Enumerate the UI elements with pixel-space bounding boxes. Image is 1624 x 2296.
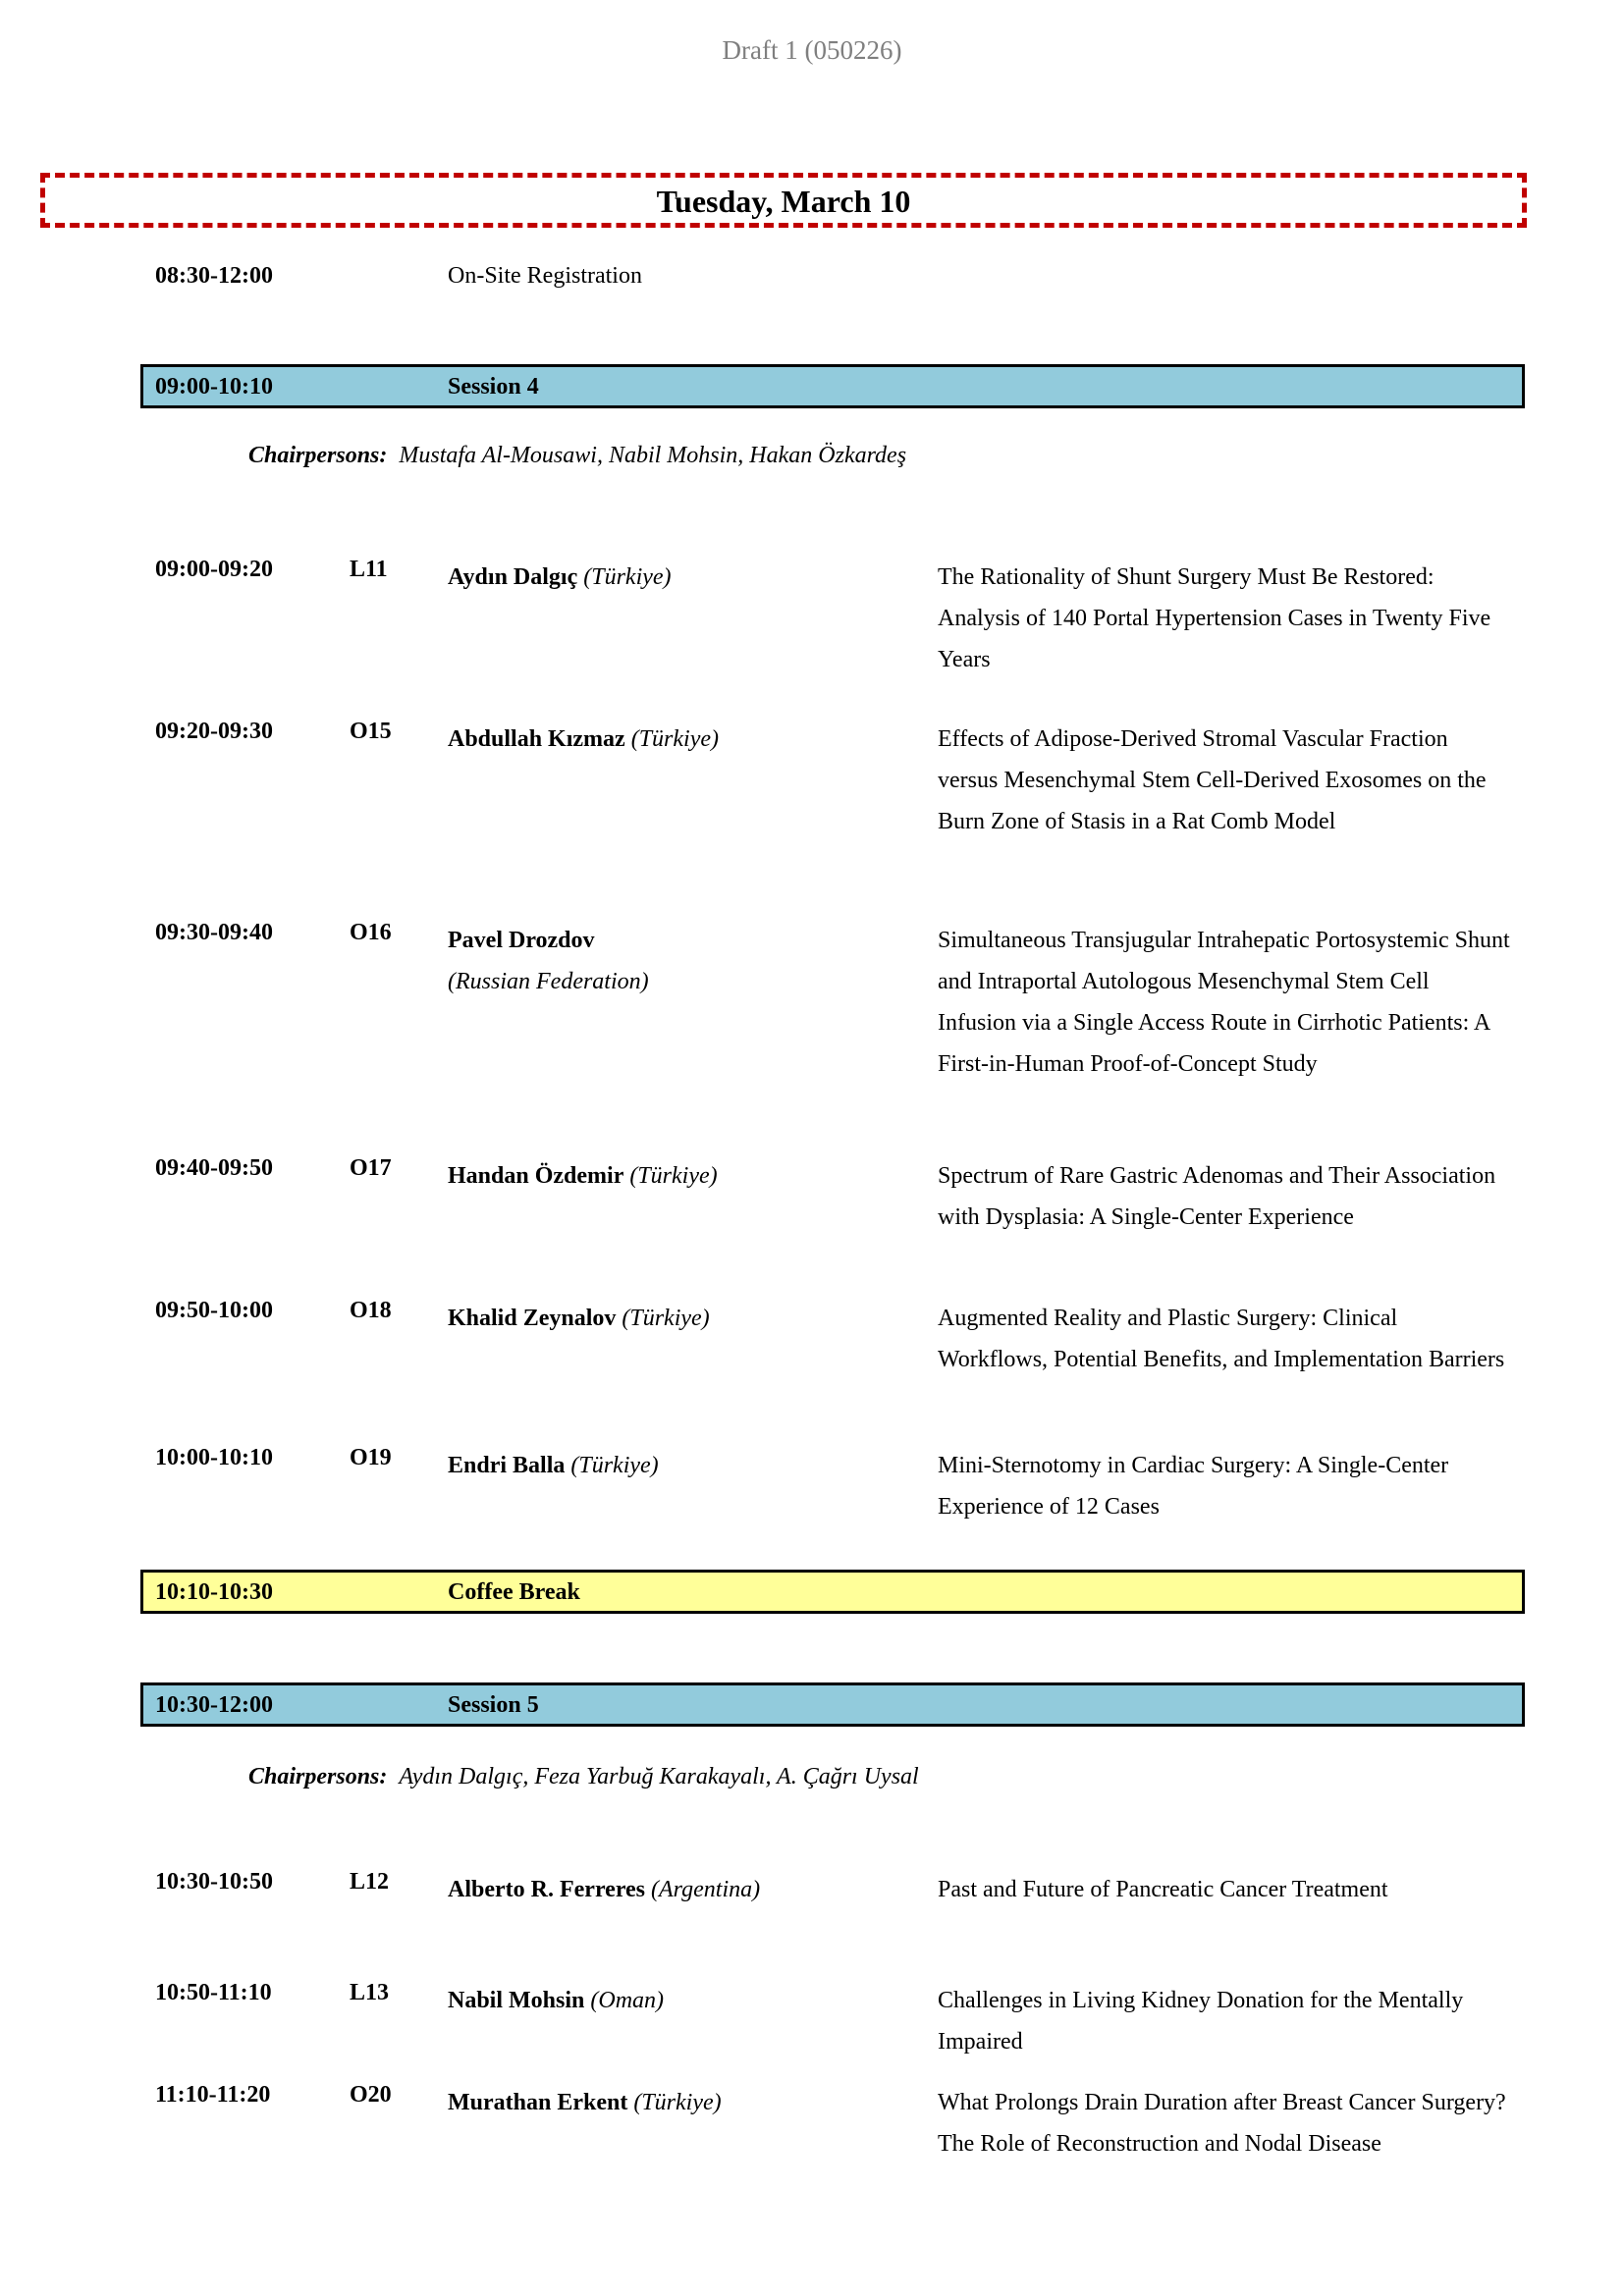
speaker-country: (Türkiye) [622,1306,710,1331]
chairpersons-names: Mustafa Al-Mousawi, Nabil Mohsin, Hakan Özkardeş [399,443,907,468]
entry-title: Augmented Reality and Plastic Surgery: Clinical Workflows, Potential Benefits, and Implementation Barriers [938,1306,1505,1372]
registration-label: On-Site Registration [448,263,642,289]
session-5-chairpersons [248,1764,919,1790]
entry-code: O17 [350,1155,392,1181]
entry-time: 10:30-10:50 [155,1869,273,1895]
coffee-break-label: Coffee Break [448,1579,580,1605]
speaker-name: Abdullah Kızmaz [448,726,625,752]
session-5-time: 10:30-12:00 [155,1692,273,1718]
entry-code: L11 [350,557,388,582]
entry-speaker [448,557,919,598]
chairpersons-label: Chairpersons: [248,1764,388,1789]
coffee-break-bar [140,1570,1525,1614]
session-4-bar [140,364,1525,408]
session-4-time: 09:00-10:10 [155,374,273,400]
entry-title: Challenges in Living Kidney Donation for the Mentally Impaired [938,1988,1464,2055]
entry-speaker [448,2082,919,2123]
entry-speaker [448,1445,919,1486]
speaker-name: Alberto R. Ferreres [448,1877,646,1902]
entry-code: O18 [350,1298,392,1323]
speaker-name: Nabil Mohsin [448,1988,585,2013]
entry-time: 11:10-11:20 [155,2082,271,2108]
entry-time: 09:00-09:20 [155,557,273,582]
session-5-bar [140,1682,1525,1727]
entry-time: 09:40-09:50 [155,1155,273,1181]
chairpersons-label: Chairpersons: [248,443,388,468]
chairpersons-names: Aydın Dalgıç, Feza Yarbuğ Karakayalı, A. Çağrı Uysal [399,1764,919,1789]
speaker-country: (Russian Federation) [448,969,649,994]
entry-time: 09:50-10:00 [155,1298,273,1323]
entry-speaker [448,1298,919,1339]
coffee-break-time: 10:10-10:30 [155,1579,273,1605]
speaker-country: (Oman) [590,1988,665,2013]
entry-title: Mini-Sternotomy in Cardiac Surgery: A Single-Center Experience of 12 Cases [938,1453,1449,1520]
speaker-country: (Argentina) [651,1877,761,1902]
speaker-name: Handan Özdemir [448,1163,624,1189]
session-4-chairpersons [248,443,906,469]
speaker-country: (Türkiye) [633,2090,722,2115]
entry-time: 09:20-09:30 [155,719,273,744]
entry-speaker [448,719,919,760]
entry-time: 10:00-10:10 [155,1445,273,1470]
entry-speaker [448,1155,919,1197]
speaker-country: (Türkiye) [570,1453,659,1478]
entry-code: L13 [350,1980,390,2005]
entry-time: 10:50-11:10 [155,1980,272,2005]
entry-speaker [448,1869,919,1910]
entry-title: Effects of Adipose-Derived Stromal Vascular Fraction versus Mesenchymal Stem Cell-Derived Exosomes on the Burn Zone of Stasis in a Rat Comb Model [938,726,1487,834]
speaker-country: (Türkiye) [629,1163,718,1189]
session-4-label: Session 4 [448,374,539,400]
speaker-name: Pavel Drozdov [448,928,595,953]
entry-speaker [448,920,919,1002]
entry-title: Past and Future of Pancreatic Cancer Treatment [938,1877,1388,1902]
entry-code: O16 [350,920,392,945]
entry-code: O19 [350,1445,392,1470]
speaker-name: Khalid Zeynalov [448,1306,617,1331]
entry-code: O20 [350,2082,392,2108]
speaker-name: Aydın Dalgıç [448,564,578,590]
speaker-country: (Türkiye) [630,726,719,752]
day-title: Tuesday, March 10 [656,184,911,219]
speaker-name: Endri Balla [448,1453,566,1478]
entry-title: Spectrum of Rare Gastric Adenomas and Their Association with Dysplasia: A Single-Center Experience [938,1163,1496,1230]
speaker-name: Murathan Erkent [448,2090,628,2115]
entry-title: Simultaneous Transjugular Intrahepatic Portosystemic Shunt and Intraportal Autologous Mesenchymal Stem Cell Infusion via a Single Access Route in Cirrhotic Patients: A First-in-Human Proof-of-Concept Study [938,928,1510,1077]
speaker-country: (Türkiye) [583,564,672,590]
entry-title: What Prolongs Drain Duration after Breast Cancer Surgery? The Role of Reconstruction and Nodal Disease [938,2090,1506,2157]
day-title-box [40,173,1527,228]
entry-code: L12 [350,1869,390,1895]
entry-code: O15 [350,719,392,744]
entry-time: 09:30-09:40 [155,920,273,945]
session-5-label: Session 5 [448,1692,539,1718]
entry-speaker [448,1980,919,2021]
draft-label: Draft 1 (050226) [722,35,902,65]
entry-title: The Rationality of Shunt Surgery Must Be Restored: Analysis of 140 Portal Hypertension Cases in Twenty Five Years [938,564,1491,672]
registration-time: 08:30-12:00 [155,263,273,289]
